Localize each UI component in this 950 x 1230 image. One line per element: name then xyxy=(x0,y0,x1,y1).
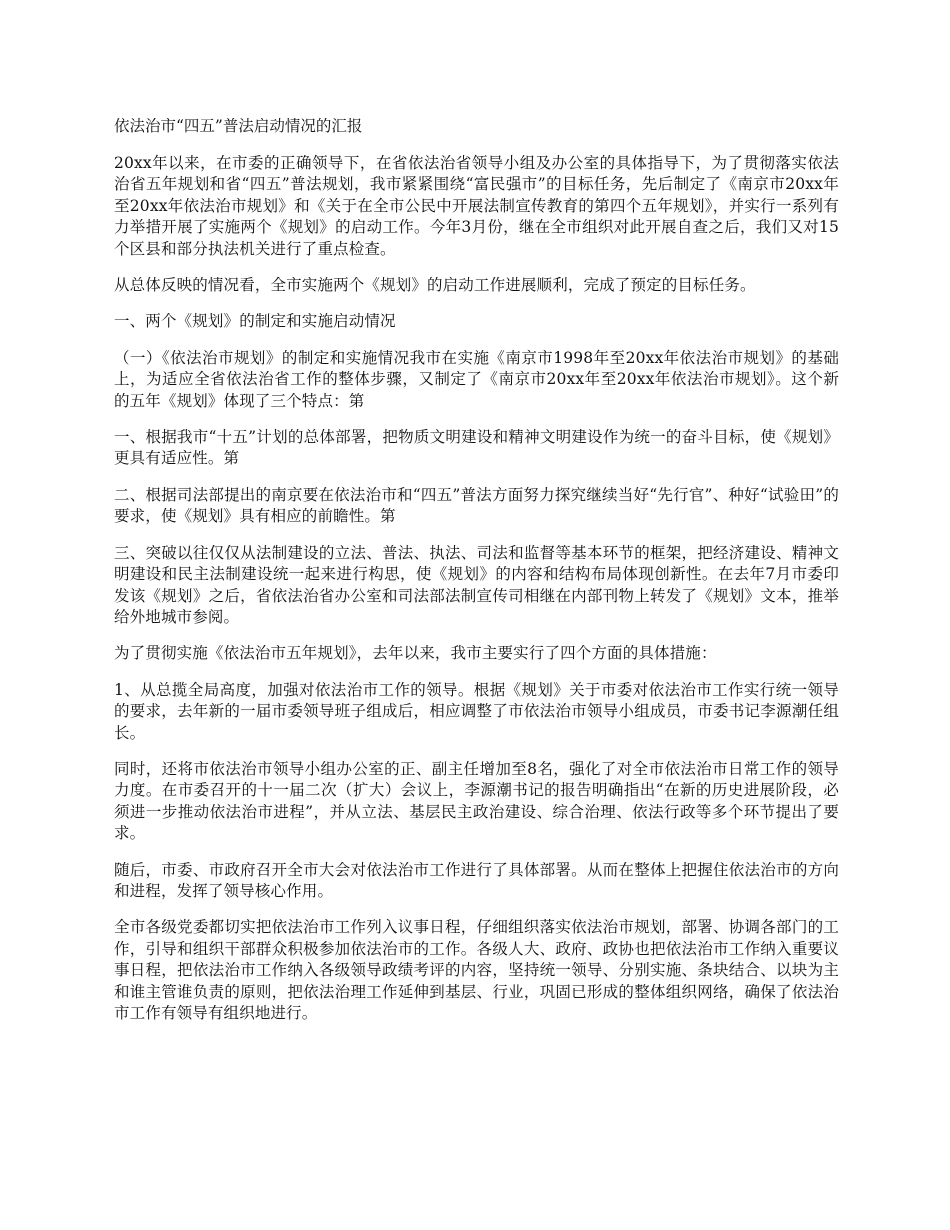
paragraph-feature-1: 一、根据我市“十五”计划的总体部署，把物质文明建设和精神文明建设作为统一的奋斗目标，使《规划》更具有适应性。第 xyxy=(114,428,839,468)
paragraph-feature-3: 三、突破以往仅仅从法制建设的立法、普法、执法、司法和监督等基本环节的框架，把经济建设、精神文明建设和民主法制建设统一起来进行构思，使《规划》的内容和结构布局体现创新性。在去年7月市委印发该《规划》之后，省依法治省办公室和司法部法制宣传司相继在内部刊物上转发了《规划》文本，推举给外地城市参阅。 xyxy=(114,543,839,626)
paragraph-measure-1: 1、从总揽全局高度，加强对依法治市工作的领导。根据《规划》关于市委对依法治市工作实行统一领导的要求，去年新的一届市委领导班子组成后，相应调整了市依法治市领导小组成员，市委书记李源潮任组长。 xyxy=(114,680,839,742)
paragraph-measures-intro: 为了贯彻实施《依法治市五年规划》，去年以来，我市主要实行了四个方面的具体措施： xyxy=(114,644,717,663)
paragraph-intro: 20xx年以来，在市委的正确领导下，在省依法治省领导小组及办公室的具体指导下，为了贯彻落实依法治省五年规划和省“四五”普法规划，我市紧紧围绕“富民强市”的目标任务，先后制定了《南京市20xx年至20xx年依法治市规划》和《关于在全市公民中开展法制宣传教育的第四个五年规划》，并实行一系列有力举措开展了实施两个《规划》的启动工作。今年3月份，继在全市组织对此开展自查之后，我们又对15个区县和部分执法机关进行了重点检查。 xyxy=(114,154,839,258)
document-title: 依法治市“四五”普法启动情况的汇报 xyxy=(114,117,363,135)
paragraph-overview: 从总体反映的情况看，全市实施两个《规划》的启动工作进展顺利，完成了预定的目标任务。 xyxy=(114,276,756,295)
paragraph-feature-2: 二、根据司法部提出的南京要在依法治市和“四五”普法方面努力探究继续当好“先行官”、种好“试验田”的要求，使《规划》具有相应的前瞻性。第 xyxy=(114,485,839,526)
paragraph-plan-formulation: （一）《依法治市规划》的制定和实施情况我市在实施《南京市1998年至20xx年依法治市规划》的基础上，为适应全省依法治省工作的整体步骤，又制定了《南京市20xx年至20xx年依法治市规划》。这个新的五年《规划》体现了三个特点：第 xyxy=(114,348,839,410)
paragraph-deployment: 随后，市委、市政府召开全市大会对依法治市工作进行了具体部署。从而在整体上把握住依法治市的方向和进程，发挥了领导核心作用。 xyxy=(114,860,839,900)
paragraph-leadership: 同时，还将市依法治市领导小组办公室的正、副主任增加至8名，强化了对全市依法治市日常工作的领导力度。在市委召开的十一届二次（扩大）会议上，李源潮书记的报告明确指出“在新的历史进展阶段，必须进一步推动依法治市进程”，并从立法、基层民主政治建设、综合治理、依法行政等多个环节提出了要求。 xyxy=(114,759,839,843)
document-page xyxy=(114,116,839,1039)
section-heading-1: 一、两个《规划》的制定和实施启动情况 xyxy=(114,312,396,331)
paragraph-party-committees: 全市各级党委都切实把依法治市工作列入议事日程，仔细组织落实依法治市规划，部署、协调各部门的工作，引导和组织干部群众积极参加依法治市的工作。各级人大、政府、政协也把依法治市工作纳入重要议事日程，把依法治市工作纳入各级领导政绩考评的内容，坚持统一领导、分别实施、条块结合、以块为主和谁主管谁负责的原则，把依法治理工作延伸到基层、行业，巩固已形成的整体组织网络，确保了依法治市工作有领导有组织地进行。 xyxy=(114,918,839,1022)
